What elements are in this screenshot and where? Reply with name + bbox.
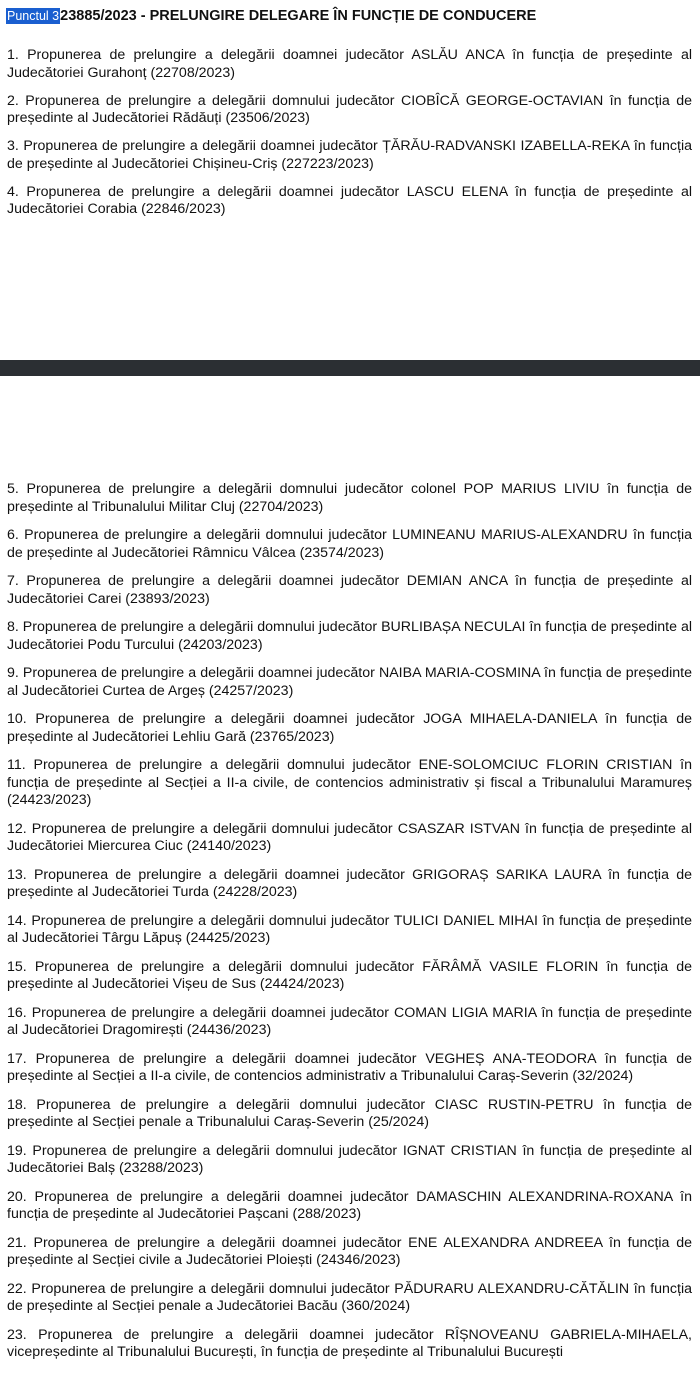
proposal-item: 6. Propunerea de prelungire a delegării domnului judecător LUMINEANU MARIUS-ALEXANDRU în funcția de președinte al Judecătoriei Râmnicu Vâlcea (23574/2023) <box>7 527 692 561</box>
proposal-item: 14. Propunerea de prelungire a delegării domnului judecător TULICI DANIEL MIHAI în funcția de președinte al Judecătoriei Târgu Lăpuș (24425/2023) <box>7 912 692 946</box>
proposal-item: 4. Propunerea de prelungire a delegării doamnei judecător LASCU ELENA în funcția de președinte al Judecătoriei Corabia (22846/2023) <box>7 183 692 217</box>
proposal-item: 7. Propunerea de prelungire a delegării doamnei judecător DEMIAN ANCA în funcția de președinte al Judecătoriei Carei (23893/2023) <box>7 573 692 607</box>
proposal-item: 20. Propunerea de prelungire a delegării doamnei judecător DAMASCHIN ALEXANDRINA-ROXANA în funcția de președinte al Judecătoriei Pașcani (288/2023) <box>7 1188 692 1222</box>
page-separator <box>0 360 700 376</box>
document-page-1 <box>0 0 700 360</box>
proposal-item: 16. Propunerea de prelungire a delegării doamnei judecător COMAN LIGIA MARIA în funcția de președinte al Judecătoriei Dragomirești (24436/2023) <box>7 1004 692 1038</box>
proposal-item: 3. Propunerea de prelungire a delegării doamnei judecător ȚĂRĂU-RADVANSKI IZABELLA-REKA în funcția de președinte al Judecătoriei Chișineu-Criș (227223/2023) <box>7 138 692 172</box>
selected-text-highlight[interactable]: Punctul 3 <box>7 9 60 23</box>
agenda-item-title: 23885/2023 - PRELUNGIRE DELEGARE ÎN FUNCȚIE DE CONDUCERE <box>60 8 537 24</box>
proposal-list-page-1 <box>7 47 692 229</box>
proposal-item: 2. Propunerea de prelungire a delegării domnului judecător CIOBÎCĂ GEORGE-OCTAVIAN în funcția de președinte al Judecătoriei Rădăuți (23506/2023) <box>7 92 692 126</box>
proposal-item: 11. Propunerea de prelungire a delegării domnului judecător ENE-SOLOMCIUC FLORIN CRISTIAN în funcția de președinte al Secției a II-a civile, de contencios administrativ și fiscal a Tribunalului Maramureș (24423/2023) <box>7 757 692 808</box>
proposal-item: 8. Propunerea de prelungire a delegării domnului judecător BURLIBAȘA NECULAI în funcția de președinte al Judecătoriei Podu Turcului (24203/2023) <box>7 619 692 653</box>
agenda-item-heading <box>6 7 536 25</box>
proposal-item: 17. Propunerea de prelungire a delegării doamnei judecător VEGHEȘ ANA-TEODORA în funcția de președinte al Secției a II-a civile, de contencios administrativ a Tribunalului Caraș-Severin (32/2024) <box>7 1050 692 1084</box>
document-page-2 <box>0 376 700 1388</box>
proposal-item: 1. Propunerea de prelungire a delegării doamnei judecător ASLĂU ANCA în funcția de președinte al Judecătoriei Gurahonț (22708/2023) <box>7 47 692 81</box>
proposal-item: 13. Propunerea de prelungire a delegării doamnei judecător GRIGORAȘ SARIKA LAURA în funcția de președinte al Judecătoriei Turda (24228/2023) <box>7 866 692 900</box>
proposal-item: 18. Propunerea de prelungire a delegării domnului judecător CIASC RUSTIN-PETRU în funcția de președinte al Secției penale a Tribunalului Caraș-Severin (25/2024) <box>7 1096 692 1130</box>
proposal-item: 12. Propunerea de prelungire a delegării domnului judecător CSASZAR ISTVAN în funcția de președinte al Judecătoriei Miercurea Ciuc (24140/2023) <box>7 820 692 854</box>
proposal-item: 15. Propunerea de prelungire a delegării domnului judecător FĂRÂMĂ VASILE FLORIN în funcția de președinte al Judecătoriei Vișeu de Sus (24424/2023) <box>7 958 692 992</box>
proposal-item: 9. Propunerea de prelungire a delegării doamnei judecător NAIBA MARIA-COSMINA în funcția de președinte al Judecătoriei Curtea de Argeș (24257/2023) <box>7 665 692 699</box>
proposal-item: 5. Propunerea de prelungire a delegării domnului judecător colonel POP MARIUS LIVIU în funcția de președinte al Tribunalului Militar Cluj (22704/2023) <box>7 481 692 515</box>
proposal-item: 21. Propunerea de prelungire a delegării doamnei judecător ENE ALEXANDRA ANDREEA în funcția de președinte al Secției civile a Judecătoriei Ploiești (24346/2023) <box>7 1234 692 1268</box>
proposal-item: 23. Propunerea de prelungire a delegării doamnei judecător RÎȘNOVEANU GABRIELA-MIHAELA, vicepreședinte al Tribunalului București, în funcția de președinte al Tribunalului București <box>7 1326 692 1360</box>
proposal-list-page-2 <box>7 481 692 1373</box>
proposal-item: 10. Propunerea de prelungire a delegării doamnei judecător JOGA MIHAELA-DANIELA în funcția de președinte al Judecătoriei Lehliu Gară (23765/2023) <box>7 711 692 745</box>
proposal-item: 22. Propunerea de prelungire a delegării domnului judecător PĂDURARU ALEXANDRU-CĂTĂLIN în funcția de președinte al Secției penale a Judecătoriei Bacău (360/2024) <box>7 1280 692 1314</box>
proposal-item: 19. Propunerea de prelungire a delegării domnului judecător IGNAT CRISTIAN în funcția de președinte al Judecătoriei Balș (23288/2023) <box>7 1142 692 1176</box>
